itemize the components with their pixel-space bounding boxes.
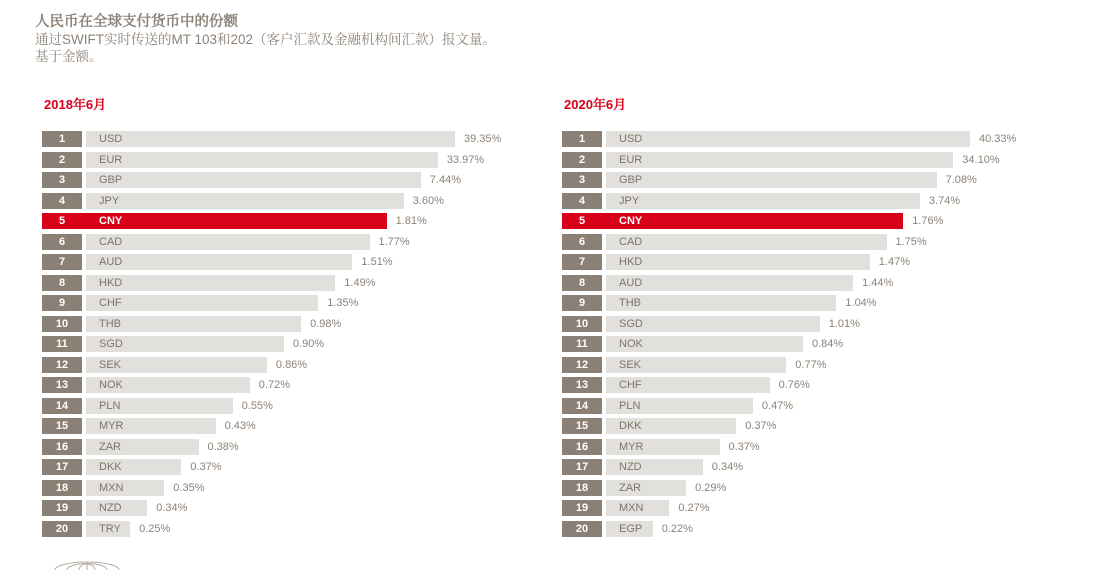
- value-label: 1.47%: [878, 256, 910, 268]
- currency-bar: THB: [86, 316, 301, 332]
- rank-badge: 8: [562, 275, 602, 291]
- table-row: [562, 439, 760, 455]
- rank-badge: 3: [42, 172, 82, 188]
- currency-bar: SEK: [86, 357, 267, 373]
- value-label: 7.08%: [945, 174, 977, 186]
- value-label: 0.76%: [778, 379, 810, 391]
- page-subtitle-basis: 基于金额。: [35, 49, 103, 64]
- currency-bar: CAD: [606, 234, 887, 250]
- currency-bar: GBP: [606, 172, 937, 188]
- currency-bar: NOK: [606, 336, 803, 352]
- chart-2020: [562, 94, 1092, 554]
- page-title: 人民币在全球支付货币中的份额: [35, 14, 238, 30]
- currency-bar: ZAR: [606, 480, 686, 496]
- currency-bar: CNY: [86, 213, 387, 229]
- value-label: 1.35%: [327, 297, 359, 309]
- rank-badge: 18: [42, 480, 82, 496]
- value-label: 0.43%: [224, 420, 256, 432]
- table-row: [42, 131, 501, 147]
- table-row: [562, 398, 793, 414]
- rank-badge: 7: [42, 254, 82, 270]
- table-row: [562, 418, 776, 434]
- table-row: [562, 459, 743, 475]
- value-label: 0.90%: [293, 338, 325, 350]
- value-label: 0.37%: [728, 440, 760, 453]
- rank-badge: 4: [42, 193, 82, 209]
- rank-badge: 20: [42, 521, 82, 537]
- value-label: 0.37%: [190, 461, 222, 473]
- rank-badge: 12: [562, 357, 602, 373]
- rank-badge: 17: [42, 459, 82, 475]
- rank-badge: 15: [562, 418, 602, 434]
- value-label: 33.97%: [446, 153, 485, 166]
- currency-bar: MXN: [86, 480, 164, 496]
- value-label: 1.76%: [912, 215, 944, 227]
- chart-title-2018: 2018年6月: [44, 97, 107, 112]
- value-label: 0.22%: [661, 522, 693, 535]
- table-row: [562, 193, 960, 209]
- value-label: 1.81%: [395, 215, 427, 227]
- rank-badge: 14: [42, 398, 82, 414]
- table-row: [42, 377, 290, 393]
- value-label: 0.25%: [139, 522, 171, 535]
- value-label: 3.74%: [928, 194, 961, 207]
- table-row: [42, 500, 187, 516]
- rank-badge: 19: [562, 500, 602, 516]
- currency-bar: NZD: [86, 500, 147, 516]
- value-label: 40.33%: [979, 133, 1017, 145]
- table-row: [562, 275, 893, 291]
- table-row: [562, 131, 1016, 147]
- currency-bar: MXN: [606, 500, 669, 516]
- table-row: [562, 213, 943, 229]
- value-label: 1.49%: [344, 276, 376, 289]
- value-label: 0.86%: [275, 358, 308, 371]
- page-header: [35, 13, 496, 65]
- table-row: [42, 152, 484, 168]
- value-label: 0.29%: [695, 481, 727, 494]
- chart-title-2020: 2020年6月: [564, 97, 627, 112]
- table-row: [562, 521, 693, 537]
- currency-bar: USD: [606, 131, 970, 147]
- value-label: 34.10%: [962, 153, 1000, 166]
- table-row: [42, 234, 410, 250]
- table-row: [562, 377, 810, 393]
- currency-bar: NOK: [86, 377, 250, 393]
- currency-bar: SGD: [606, 316, 820, 332]
- rank-badge: 9: [562, 295, 602, 311]
- value-label: 0.34%: [711, 461, 743, 473]
- table-row: [562, 357, 827, 373]
- currency-bar: AUD: [86, 254, 352, 270]
- rank-badge: 20: [562, 521, 602, 537]
- rank-badge: 7: [562, 254, 602, 270]
- value-label: 1.01%: [828, 317, 860, 330]
- rank-badge: 4: [562, 193, 602, 209]
- table-row: [42, 357, 307, 373]
- table-row: [562, 316, 860, 332]
- currency-bar: CAD: [86, 234, 370, 250]
- rank-badge: 17: [562, 459, 602, 475]
- rank-badge: 5: [42, 213, 82, 229]
- table-row: [562, 152, 1000, 168]
- value-label: 1.44%: [862, 276, 894, 289]
- currency-bar: CHF: [86, 295, 318, 311]
- value-label: 0.47%: [761, 399, 794, 412]
- currency-bar: EGP: [606, 521, 653, 537]
- table-row: [42, 521, 170, 537]
- currency-bar: ZAR: [86, 439, 199, 455]
- currency-bar: NZD: [606, 459, 703, 475]
- rank-badge: 1: [562, 131, 602, 147]
- table-row: [42, 172, 461, 188]
- value-label: 3.60%: [412, 194, 444, 207]
- currency-bar: EUR: [86, 152, 438, 168]
- value-label: 1.51%: [361, 256, 393, 268]
- rank-badge: 8: [42, 275, 82, 291]
- currency-bar: JPY: [86, 193, 404, 209]
- table-row: [42, 193, 444, 209]
- rank-badge: 5: [562, 213, 602, 229]
- table-row: [42, 418, 256, 434]
- value-label: 0.35%: [173, 481, 205, 494]
- currency-bar: SGD: [86, 336, 284, 352]
- currency-bar: AUD: [606, 275, 853, 291]
- table-row: [42, 316, 341, 332]
- currency-bar: USD: [86, 131, 455, 147]
- rank-badge: 16: [42, 439, 82, 455]
- table-row: [562, 336, 843, 352]
- currency-bar: JPY: [606, 193, 920, 209]
- rank-badge: 13: [562, 377, 602, 393]
- table-row: [42, 254, 393, 270]
- rank-badge: 16: [562, 439, 602, 455]
- currency-bar: HKD: [86, 275, 335, 291]
- currency-bar: MYR: [86, 418, 216, 434]
- value-label: 0.38%: [207, 440, 239, 453]
- currency-bar: GBP: [86, 172, 421, 188]
- rank-badge: 2: [42, 152, 82, 168]
- globe-icon: [54, 558, 120, 570]
- table-row: [42, 336, 324, 352]
- value-label: 0.84%: [812, 338, 844, 350]
- table-row: [562, 172, 977, 188]
- rank-badge: 12: [42, 357, 82, 373]
- table-row: [42, 439, 239, 455]
- table-row: [42, 213, 427, 229]
- value-label: 0.37%: [745, 420, 777, 432]
- rank-badge: 18: [562, 480, 602, 496]
- rank-badge: 13: [42, 377, 82, 393]
- table-row: [562, 500, 710, 516]
- rank-badge: 14: [562, 398, 602, 414]
- value-label: 0.27%: [678, 502, 710, 514]
- rank-badge: 15: [42, 418, 82, 434]
- currency-bar: HKD: [606, 254, 870, 270]
- rank-badge: 11: [42, 336, 82, 352]
- value-label: 39.35%: [464, 133, 502, 145]
- currency-bar: DKK: [86, 459, 181, 475]
- rank-badge: 1: [42, 131, 82, 147]
- currency-bar: DKK: [606, 418, 736, 434]
- value-label: 0.98%: [310, 317, 342, 330]
- table-row: [562, 254, 910, 270]
- currency-bar: SEK: [606, 357, 786, 373]
- currency-bar: PLN: [86, 398, 233, 414]
- value-label: 1.75%: [895, 235, 927, 248]
- rank-badge: 6: [42, 234, 82, 250]
- rank-badge: 9: [42, 295, 82, 311]
- currency-bar: PLN: [606, 398, 753, 414]
- currency-bar: THB: [606, 295, 836, 311]
- page-subtitle: 通过SWIFT实时传送的MT 103和202（客户汇款及金融机构间汇款）报文量。: [35, 32, 497, 47]
- value-label: 1.04%: [845, 297, 877, 309]
- currency-bar: CNY: [606, 213, 903, 229]
- rank-badge: 19: [42, 500, 82, 516]
- table-row: [562, 480, 726, 496]
- rank-badge: 10: [42, 316, 82, 332]
- value-label: 0.77%: [795, 358, 827, 371]
- rank-badge: 11: [562, 336, 602, 352]
- chart-2018: [42, 94, 572, 554]
- value-label: 0.34%: [156, 502, 188, 514]
- currency-bar: MYR: [606, 439, 720, 455]
- value-label: 0.55%: [241, 399, 273, 412]
- value-label: 0.72%: [258, 379, 290, 391]
- table-row: [42, 295, 358, 311]
- value-label: 1.77%: [378, 235, 410, 248]
- value-label: 7.44%: [429, 174, 461, 186]
- rank-badge: 3: [562, 172, 602, 188]
- rank-badge: 6: [562, 234, 602, 250]
- table-row: [42, 275, 376, 291]
- table-row: [42, 459, 222, 475]
- table-row: [562, 234, 927, 250]
- table-row: [42, 480, 205, 496]
- currency-bar: EUR: [606, 152, 953, 168]
- table-row: [42, 398, 273, 414]
- rank-badge: 2: [562, 152, 602, 168]
- currency-bar: TRY: [86, 521, 130, 537]
- table-row: [562, 295, 877, 311]
- rank-badge: 10: [562, 316, 602, 332]
- currency-bar: CHF: [606, 377, 770, 393]
